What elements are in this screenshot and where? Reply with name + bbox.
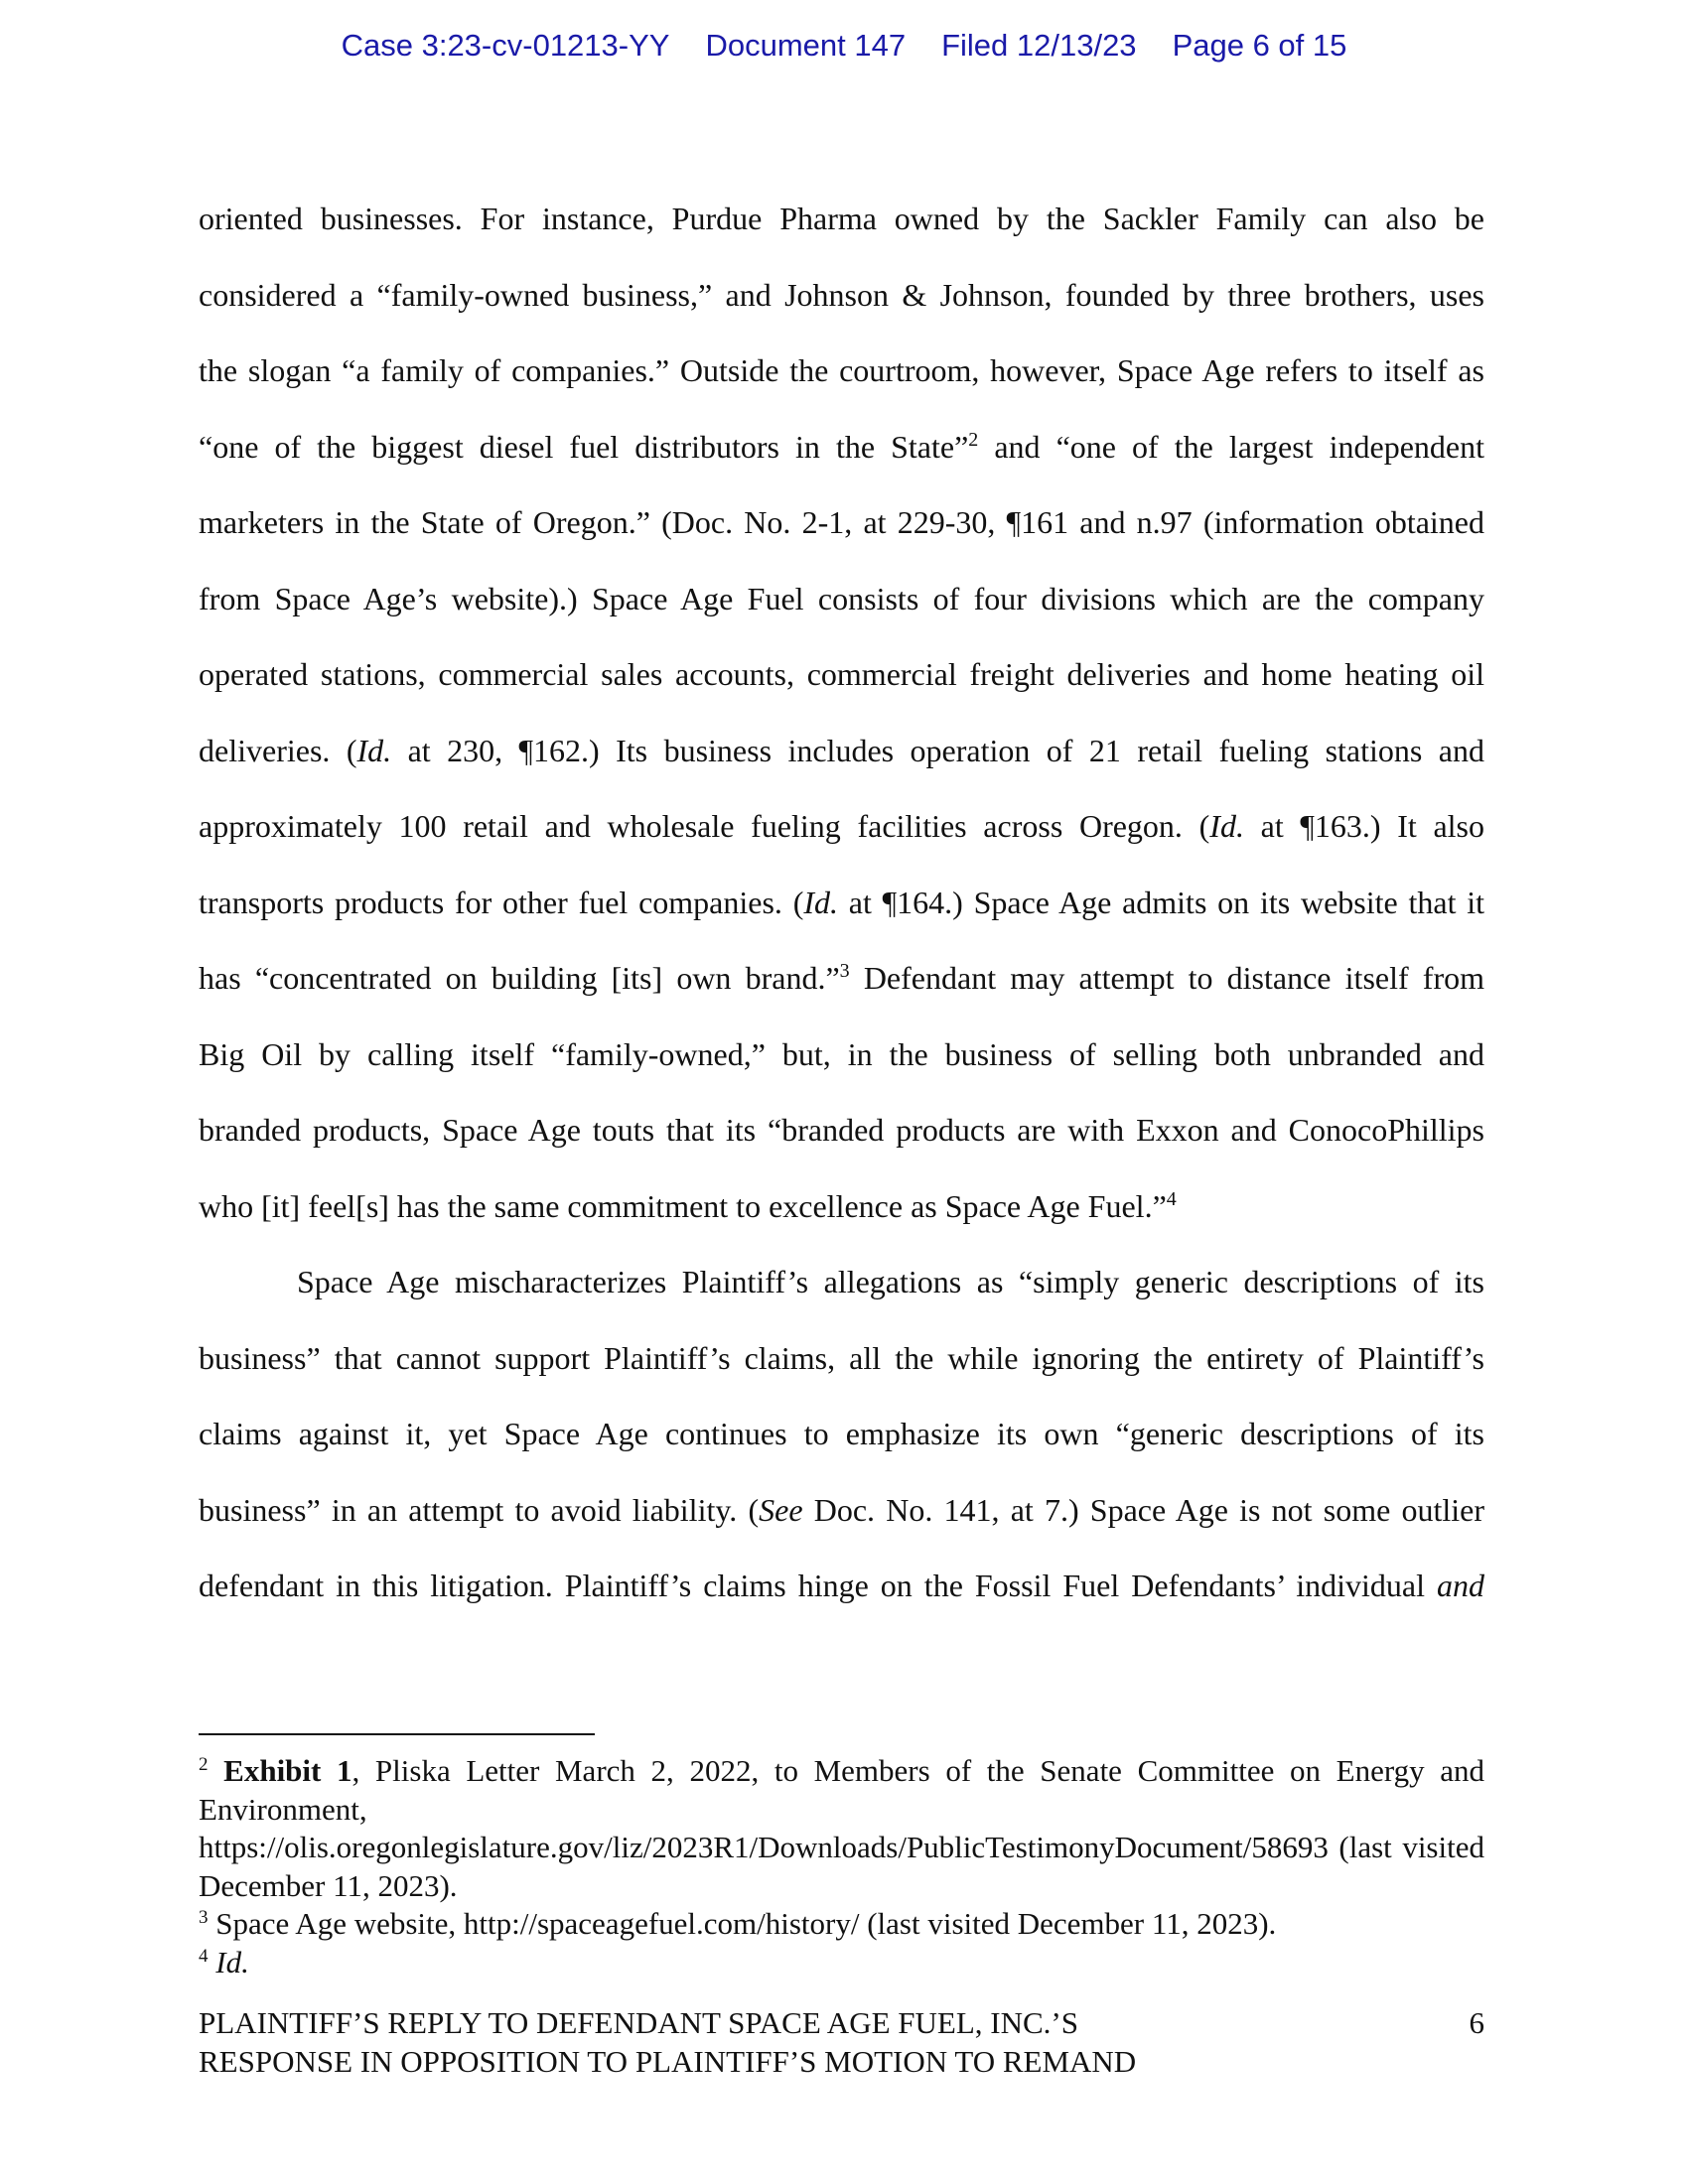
footnote-reference: 3 <box>839 960 850 982</box>
text-run: business” that cannot support Plaintiff’s claims, all the while ignoring the entirety of Plaintiff’s <box>199 1339 1484 1376</box>
text-run: from Space Age’s website).) Space Age Fuel consists of four divisions which are the company <box>199 580 1484 616</box>
footer-title-line-2: RESPONSE IN OPPOSITION TO PLAINTIFF’S MOTION TO REMAND <box>199 2044 1137 2079</box>
footnote-reference: 2 <box>968 428 979 451</box>
document-number: Document 147 <box>705 28 907 63</box>
text-run: Exhibit 1 <box>223 1753 352 1788</box>
case-number: Case 3:23-cv-01213-YY <box>341 28 670 63</box>
text-run: Space Age mischaracterizes Plaintiff’s allegations as “simply generic descriptions of its <box>297 1264 1484 1299</box>
text-run: deliveries. ( <box>199 732 357 768</box>
footnote <box>199 1752 1484 1905</box>
ecf-header <box>0 28 1688 64</box>
text-run: defendant in this litigation. Plaintiff’s claims hinge on the Fossil Fuel Defendants’ individual <box>199 1568 1437 1603</box>
footnote-reference: 4 <box>199 1945 209 1967</box>
body-line <box>199 571 1484 647</box>
text-run: Id. <box>803 884 839 920</box>
text-run: Doc. No. 141, at 7.) Space Age is not some outlier <box>802 1491 1485 1528</box>
text-run: Id. <box>356 732 392 768</box>
text-run: at 230, ¶162.) Its business includes operation of 21 retail fueling stations and <box>391 732 1485 768</box>
footnote-reference: 2 <box>199 1754 209 1775</box>
body-line <box>199 419 1484 495</box>
body-line <box>199 723 1484 799</box>
text-run: business” in an attempt to avoid liability. ( <box>199 1491 760 1528</box>
body-line <box>199 1406 1484 1482</box>
body-line <box>199 1102 1484 1178</box>
body-line <box>199 191 1484 267</box>
body-line <box>199 1254 1484 1330</box>
page-footer <box>199 2003 1484 2081</box>
text-run: , Pliska Letter March 2, 2022, to Members of the Senate Committee on Energy and Environment, https://olis.oregonlegislature.gov/liz/2023R1/Downloads/PublicTestimonyDocument/58693 (last visited December 11, 2023). <box>199 1753 1485 1903</box>
body-line <box>199 1558 1484 1634</box>
text-run: “one of the biggest diesel fuel distributors in the State” <box>199 428 969 465</box>
body-line <box>199 875 1484 951</box>
footnotes <box>199 1752 1484 1981</box>
footer-title-line-1: PLAINTIFF’S REPLY TO DEFENDANT SPACE AGE FUEL, INC.’S <box>199 2005 1078 2040</box>
text-run: marketers in the State of Oregon.” (Doc. No. 2-1, at 229-30, ¶161 and n.97 (information obtained <box>199 504 1484 540</box>
body-line <box>199 798 1484 875</box>
text-run <box>209 1753 224 1788</box>
text-run: transports products for other fuel companies. ( <box>199 884 804 920</box>
text-run: at ¶164.) Space Age admits on its website that it <box>838 884 1485 920</box>
body-line <box>199 1482 1484 1559</box>
text-run: and <box>1437 1568 1484 1603</box>
body-line <box>199 494 1484 571</box>
text-run: operated stations, commercial sales accounts, commercial freight deliveries and home heating oil <box>199 656 1484 692</box>
text-run: considered a “family-owned business,” and Johnson & Johnson, founded by three brothers, uses <box>199 276 1484 313</box>
text-run: Big Oil by calling itself “family-owned,” but, in the business of selling both unbranded and <box>199 1035 1484 1072</box>
body-line <box>199 1330 1484 1407</box>
text-run: branded products, Space Age touts that its “branded products are with Exxon and ConocoPhillips <box>199 1112 1484 1148</box>
text-run: Defendant may attempt to distance itself from <box>849 960 1485 996</box>
body-line <box>199 1026 1484 1103</box>
text-run: Id. <box>1209 808 1244 844</box>
body-line <box>199 267 1484 343</box>
page-number: 6 <box>1469 2005 1484 2040</box>
body-line <box>199 342 1484 419</box>
text-run: has “concentrated on building [its] own brand.” <box>199 960 840 996</box>
footnote-separator <box>199 1733 595 1735</box>
text-run: and “one of the largest independent <box>978 428 1485 465</box>
text-run: See <box>759 1491 803 1528</box>
body-line <box>199 1178 1484 1255</box>
body-line <box>199 950 1484 1026</box>
text-run: at ¶163.) It also <box>1243 808 1485 844</box>
text-run: oriented businesses. For instance, Purdue Pharma owned by the Sackler Family can also be <box>199 201 1484 236</box>
text-run: who [it] feel[s] has the same commitment to excellence as Space Age Fuel.” <box>199 1187 1167 1224</box>
footnote-reference: 4 <box>1166 1187 1177 1210</box>
footnote <box>199 1905 1484 1944</box>
body-line <box>199 646 1484 723</box>
body-text <box>199 191 1484 1634</box>
page-indicator: Page 6 of 15 <box>1172 28 1347 63</box>
text-run: approximately 100 retail and wholesale fueling facilities across Oregon. ( <box>199 808 1210 844</box>
filed-date: Filed 12/13/23 <box>941 28 1137 63</box>
text-run: the slogan “a family of companies.” Outside the courtroom, however, Space Age refers to itself as <box>199 352 1484 388</box>
text-run: Space Age website, http://spaceagefuel.com/history/ (last visited December 11, 2023). <box>208 1906 1277 1941</box>
text-run: Id. <box>215 1944 249 1979</box>
text-run: claims against it, yet Space Age continues to emphasize its own “generic descriptions of its <box>199 1416 1484 1451</box>
footnote-reference: 3 <box>199 1907 209 1928</box>
footnote <box>199 1944 1484 1982</box>
